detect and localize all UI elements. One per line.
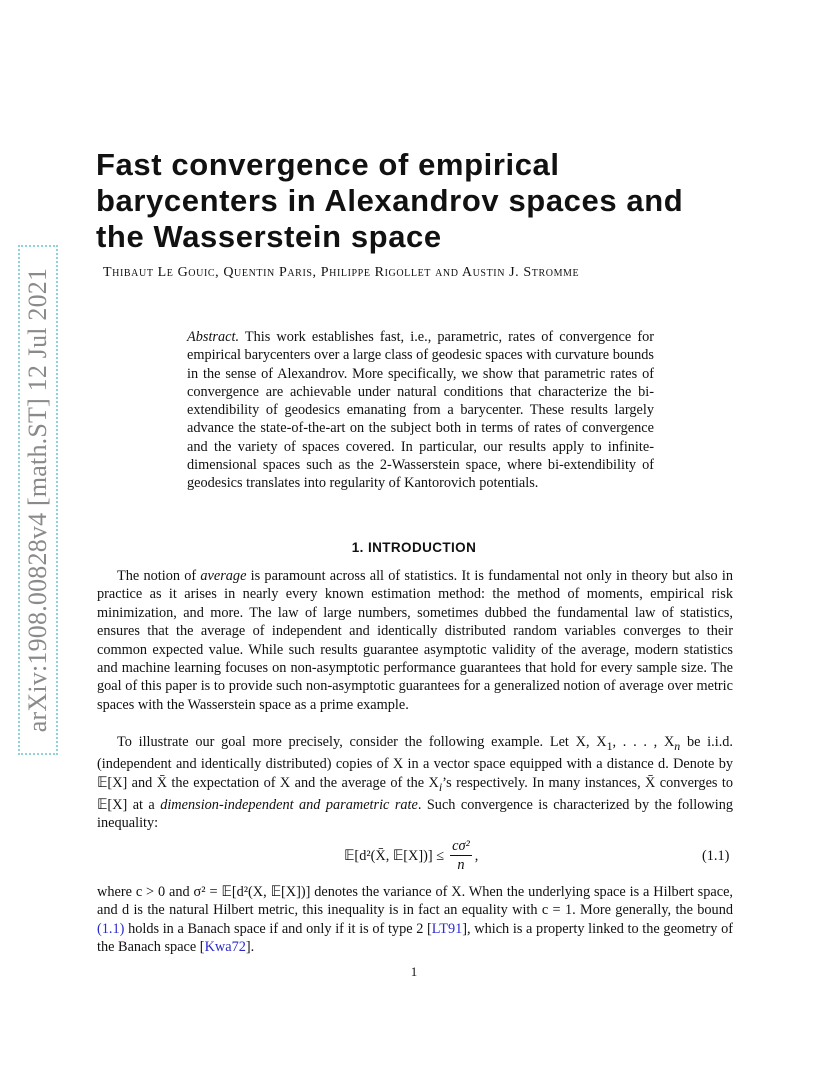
- abstract: [187, 328, 654, 493]
- p1-text-b: is paramount across all of statistics. It is fundamental not only in theory but also in practice as it arises in nearly every known estimation method: the method of moments, empirical risk minimization, and more. The law of large numbers, sometimes dubbed the fundamental law of statistics, ensures that the average of independent and identically distributed random variables converges to their common expected value. While such results guarantee asymptotic validity of the average, modern statistics and machine learning focuses on non-asymptotic performance guarantees that hold for every sample size. The goal of this paper is to provide such non-asymptotic guarantees for a generalized notion of average over metric spaces with the Wasserstein space as a prime example.: [97, 568, 733, 713]
- equation-lhs: 𝔼[d²(X̄, 𝔼[X])] ≤: [344, 847, 445, 864]
- p1-text-a: The notion of: [117, 568, 201, 584]
- equation-1-1: [0, 832, 828, 872]
- author-list: Thibaut Le Gouic, Quentin Paris, Philippe Rigollet and Austin J. Stromme: [103, 265, 580, 280]
- equation-numerator: cσ²: [452, 838, 470, 854]
- p3-text-d: ].: [245, 939, 255, 956]
- equation-label: (1.1): [702, 848, 730, 864]
- intro-paragraph-1: [97, 567, 733, 714]
- arxiv-stamp-text: arXiv:1908.00828v4 [math.ST] 12 Jul 2021: [23, 267, 52, 733]
- p3-text-c: ], which is a property linked to the geometry of the Banach space [: [97, 920, 733, 956]
- p1-emphasis: average: [200, 568, 247, 584]
- p2-text-a: To illustrate our goal more precisely, consider the following example. Let X, X: [117, 734, 607, 750]
- p2-text-c: be i.i.d. (independent and identically distributed) copies of X in a vector space equipped with a distance d. Denote by 𝔼[X] and X̄ the expectation of X and the average of the X: [97, 734, 733, 791]
- p3-text-a: where c > 0 and σ² = 𝔼[d²(X, 𝔼[X])] denotes the variance of X. When the underlying space is a Hilbert space, and d is the natural Hilbert metric, this inequality is in fact an equality with c = 1. More generally, the bound: [97, 884, 733, 919]
- equation-body: [344, 838, 478, 874]
- abstract-text: This work establishes fast, i.e., parametric, rates of convergence for empirical barycenters over a large class of geodesic spaces with curvature bounds in the sense of Alexandrov. More specifically, we show that parametric rates of convergence are achievable under natural conditions that characterize the bi-extendibility of geodesics emanating from a barycenter. These results largely advance the state-of-the-art on the subject both in terms of rates of convergence and the variety of spaces covered. In particular, our results apply to infinite-dimensional spaces such as the 2-Wasserstein space, where bi-extendibility of geodesics translates into regularity of Kantorovich potentials.: [187, 329, 654, 492]
- citation-lt91-link[interactable]: LT91: [431, 920, 463, 937]
- equation-ref-link[interactable]: (1.1): [97, 920, 125, 937]
- intro-paragraph-3: [97, 883, 733, 957]
- paper-title: Fast convergence of empirical barycenters in Alexandrov spaces and the Wasserstein space: [96, 147, 684, 254]
- equation-tail: ,: [474, 847, 479, 864]
- p3-text-b: holds in a Banach space if and only if it is of type 2 [: [124, 920, 432, 937]
- intro-paragraph-2: To illustrate our goal more precisely, consider the following example. Let X, $X_1$, . . . , $X_n$ be i.i.d. (independent and identically distributed) copies of X in a vector space equipped with a distance d. Denote by 𝔼[X] and X̄ the expectation of X and the average of the $X_i’s$ respectively. In many instances, X̄ converges to 𝔼[X] at a dimension-independent and parametric rate. Such convergence is characterized by the following inequality:: [97, 734, 733, 832]
- section-heading: 1. INTRODUCTION: [351, 540, 477, 555]
- p2-text-b: , . . . , X: [612, 734, 675, 750]
- equation-denominator: n: [457, 857, 465, 873]
- p2-text-e: . Such convergence is characterized by the following inequality:: [97, 796, 733, 832]
- equation-fraction: [450, 838, 472, 874]
- citation-kwa72-link[interactable]: Kwa72: [204, 939, 246, 956]
- abstract-label: Abstract.: [187, 329, 240, 345]
- p2-emphasis: dimension-independent and parametric rate: [160, 796, 418, 813]
- p2-text-d: ’s respectively. In many instances, X̄ converges to 𝔼[X] at a: [97, 774, 733, 813]
- page-number: 1: [410, 964, 418, 979]
- arxiv-stamp: [18, 245, 58, 755]
